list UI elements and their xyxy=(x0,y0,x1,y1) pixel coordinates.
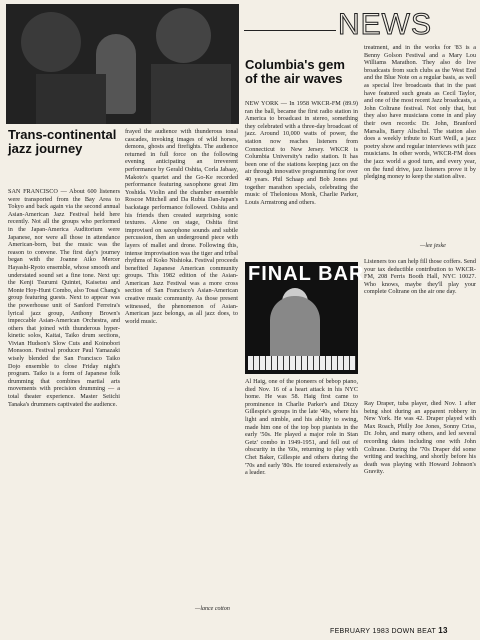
right2-byline: —lee jeske xyxy=(420,243,446,249)
trans-headline: Trans-continental jazz journey xyxy=(8,127,117,156)
middle-byline: —lance cotton xyxy=(195,606,230,612)
ray-draper-body: Ray Draper, tuba player, died Nov. 1 after being shot during an apparent robbery in New York. He was 42. Draper played with Max Roach, Philly Joe Jones, Sonny Criss, Dr. John, and many others, and led several recording dates including one with John Coltrane. During the '70s Draper did some writing and teaching, and shortly before his death was playing with Howard Johnson's Gravity. xyxy=(364,400,476,476)
columbia-headline: Columbia's gem of the air waves xyxy=(245,57,345,86)
section-rule xyxy=(244,30,336,31)
page-number: 13 xyxy=(438,626,448,635)
festival-photo xyxy=(6,4,239,124)
piano-keys xyxy=(248,356,356,370)
section-title: NEWS xyxy=(338,8,432,41)
final-bar-title: FINAL BAR xyxy=(248,263,365,285)
trans-body: SAN FRANCISCO — About 600 listeners were transported from the Bay Area to Tokyo and back again via the second annual Asian-American Jazz Festival held here recently. Not all the groups who performed in the Japan-America Auditorium were Japanese, nor were all those in attendance American-born, but the music was the reason to convene. The first day's journey began with the Joanne Aiko Mercer Hayashi-Ryoto ensemble, whose smooth and understated sound set a fine tone. Next up: the Kenji Tsurumi Quintet, Kaisetsu and Monte Hoy-Hunt Combo, also Tosai Chang's group featuring guests. Next to appear was the powerhouse unit of Sanford Ferreira's lyrical jazz group, Anthony Brown's impeccable Asian-American Orchestra, and others that joined with thunderous hyper-kinetic solos, Kaitai, Taiko drum sections, Vivian Hudson's Slow Cuts and Koinobori Monsoon. Festival producer Paul Yamazaki wisely blended the San Francisco Taiko Dojo ensemble to close Friday night's program. Taiko is a form of Japanese folk drumming that combines martial arts movements with precision drumming — a total theater experience. Master Seiichi Tanaka's drummers captivated the audience. xyxy=(8,188,120,408)
page-footer xyxy=(330,626,448,635)
middle-body: frayed the audience with thunderous tonal cascades, invoking images of wild horses, demons, ghosts and firefights. The audience returned in full force on the following evening anticipating an irreverent performance by Gerald Oshita, Corla Jabaay, Makoto's quartet and the Go-Ke recorded performance featuring saxophone great Jim Yoshida. Violin and the chamber ensemble Roscoe Mitchell and Da Rubia Dan-Japan's backstage performance followed. Oshita and his friends then created surprising sonic textures. Alone on stage, Oshita first improvised on saxophone sounds and subtle percussion, then an underground piece with layers of mallet and drone. Following this, intense improvisation was the tiger and tribal rhythms of Koko Nishioka. Festival proceeds benefited Japanese American community groups. This 1982 edition of the Asian-American Jazz Festival was a more cross section of San Francisco's Asian-American creative music community. As those present witnessed, the phenomenon of Asian-American jazz belongs, as all jazz does, to world music. xyxy=(125,128,238,325)
columbia-body: NEW YORK — In 1958 WKCR-FM (89.9) ran the ball, became the first radio station in America to broadcast in stereo, something they celebrated with a three-day broadcast of jazz. Around 10,000 watts of power, the station now reaches listeners from Connecticut to New Jersey. WKCR is Columbia University's radio station. It has been one of the stations keeping jazz on the air through innovative programming for over 40 years. Phil Schaap and Bob Jones put together marathon specials, celebrating the music of Thelonious Monk, Charlie Parker, Louis Armstrong and others. xyxy=(245,100,358,206)
footer-text: FEBRUARY 1983 DOWN BEAT xyxy=(330,628,436,635)
final-bar-body: Al Haig, one of the pioneers of bebop piano, died Nov. 16 of a heart attack in his NYC home. He was 58. Haig first came to prominence in Charlie Parker's and Dizzy Gillespie's groups in the late '40s, where his light and nimble, and his ability to swing, made him one of the top bop pianists in the early '50s. He played a major role in Stan Getz' combo in 1949-1951, and fell out of obscurity in the '60s, returning to play with Chet Baker, Gillespie and others during the '70s and early '80s. He toured extensively as a leader. xyxy=(245,378,358,477)
right-body: treatment, and in the works for '83 is a Benny Golson Festival and a Mary Lou Williams Marathon. They also do live broadcasts from such clubs as the West End and the Blue Note on a regular basis, as well as special live broadcasts that in the past have featured such greats as Cecil Taylor, and one of the most recent Jazz broadcasts, a John Coltrane festival. Not only that, but they also have musicians come in and play their own records: Dr. John, Branford Marsalis, Barry Altschul. The station also does a weekly tribute to Kurt Weill, a jazz poetry show and regular interviews with jazz musicians. In other words, WKCR-FM does the jazz world a good turn, and every year, on the fund drive, jazz listeners prove it by pledging money to keep the station alive. xyxy=(364,44,476,181)
right2-body: Listeners too can help fill those coffers. Send your tax deductible contribution to WKCR-FM, 208 Ferris Booth Hall, NYC 10027. Who knows, maybe they'll play your complete Coltrane on the air one day. xyxy=(364,258,476,296)
